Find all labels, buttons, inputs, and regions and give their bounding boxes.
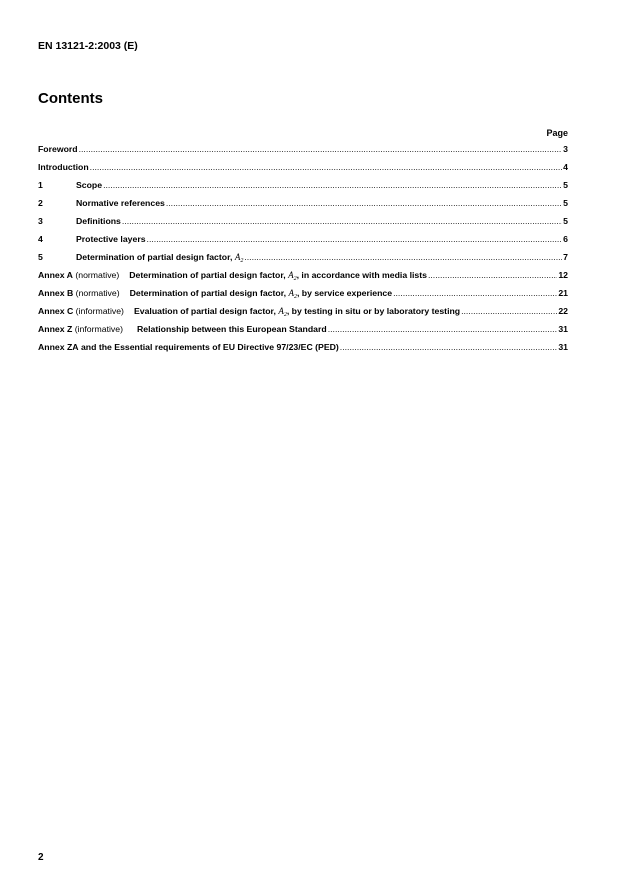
toc-page-number: 3 <box>563 144 568 154</box>
page-column-label: Page <box>546 128 568 138</box>
toc-entry-title-cont: , by service experience <box>296 288 393 298</box>
annex-type: (informative) <box>75 306 124 316</box>
toc-page-number: 4 <box>563 162 568 172</box>
toc-section-number: 1 <box>38 180 43 190</box>
toc-entry-definitions[interactable] <box>38 217 568 235</box>
symbol-a: $A_2$ <box>234 252 244 264</box>
dot-leader <box>393 289 557 298</box>
toc-entry-title-cont: , in accordance with media lists <box>296 270 427 280</box>
toc-page-number: 7 <box>563 252 568 262</box>
toc-entry-introduction[interactable] <box>38 163 568 181</box>
toc-page-number: 12 <box>558 270 568 280</box>
toc-section-number: 3 <box>38 216 43 226</box>
annex-label: Annex C <box>38 306 74 316</box>
symbol-a: $A_2$ <box>278 306 287 318</box>
toc-entry-title: Determination of partial design factor, <box>76 252 233 262</box>
toc-entry-annex-c[interactable] <box>38 307 568 325</box>
toc-entry-title: Protective layers <box>76 234 146 244</box>
dot-leader <box>340 343 558 352</box>
toc-page-number: 5 <box>563 198 568 208</box>
dot-leader <box>428 271 557 280</box>
dot-leader <box>79 145 563 154</box>
annex-label: Annex B <box>38 288 74 298</box>
dot-leader <box>147 235 563 244</box>
toc-entry-title: Determination of partial design factor, <box>129 270 286 280</box>
toc-entry-title: Scope <box>76 180 103 190</box>
toc-entry-title: Relationship between this European Standard <box>136 324 327 334</box>
toc-entry-title: Definitions <box>76 216 121 226</box>
annex-type: (informative) <box>74 324 123 334</box>
toc-page-number: 5 <box>563 216 568 226</box>
footer-page-number: 2 <box>38 852 44 863</box>
toc-section-number: 2 <box>38 198 43 208</box>
toc-page-number: 5 <box>563 180 568 190</box>
symbol-a: $A_2$ <box>288 288 297 300</box>
toc-page-number: 21 <box>558 288 568 298</box>
toc-entry-title: Normative references <box>76 198 165 208</box>
document-id: EN 13121-2:2003 (E) <box>38 40 138 52</box>
dot-leader <box>328 325 558 334</box>
toc-entry-title: and the Essential requirements of EU Directive 97/23/EC (PED) <box>80 342 339 352</box>
toc-entry-title-cont: , by testing in situ or by laboratory testing <box>286 306 461 316</box>
toc-entry-title: Evaluation of partial design factor, <box>133 306 276 316</box>
contents-title: Contents <box>38 90 103 107</box>
toc-page-number: 31 <box>558 342 568 352</box>
toc-entry-title: Introduction <box>38 162 89 172</box>
toc-page-number: 22 <box>558 306 568 316</box>
toc-page-number: 6 <box>563 234 568 244</box>
toc-entry-annex-z[interactable] <box>38 325 568 343</box>
dot-leader <box>103 181 562 190</box>
toc-entry-title: Foreword <box>38 144 78 154</box>
toc-page-number: 31 <box>558 324 568 334</box>
table-of-contents <box>38 145 568 361</box>
annex-type: (normative) <box>75 270 120 280</box>
toc-entry-scope[interactable] <box>38 181 568 199</box>
toc-entry-foreword[interactable] <box>38 145 568 163</box>
toc-section-number: 4 <box>38 234 43 244</box>
toc-entry-normative-references[interactable] <box>38 199 568 217</box>
dot-leader <box>461 307 557 316</box>
toc-entry-annex-b[interactable] <box>38 289 568 307</box>
annex-label: Annex A <box>38 270 73 280</box>
toc-entry-title: Determination of partial design factor, <box>129 288 287 298</box>
annex-type: (normative) <box>75 288 120 298</box>
dot-leader <box>122 217 562 226</box>
toc-section-number: 5 <box>38 252 43 262</box>
dot-leader <box>166 199 562 208</box>
toc-entry-annex-za[interactable] <box>38 343 568 361</box>
dot-leader <box>244 253 562 262</box>
symbol-a: $A_2$ <box>288 270 297 282</box>
annex-label: Annex Z <box>38 324 73 334</box>
annex-label: Annex ZA <box>38 342 79 352</box>
toc-entry-partial-design-factor[interactable] <box>38 253 568 271</box>
toc-entry-protective-layers[interactable] <box>38 235 568 253</box>
dot-leader <box>90 163 562 172</box>
toc-entry-annex-a[interactable] <box>38 271 568 289</box>
